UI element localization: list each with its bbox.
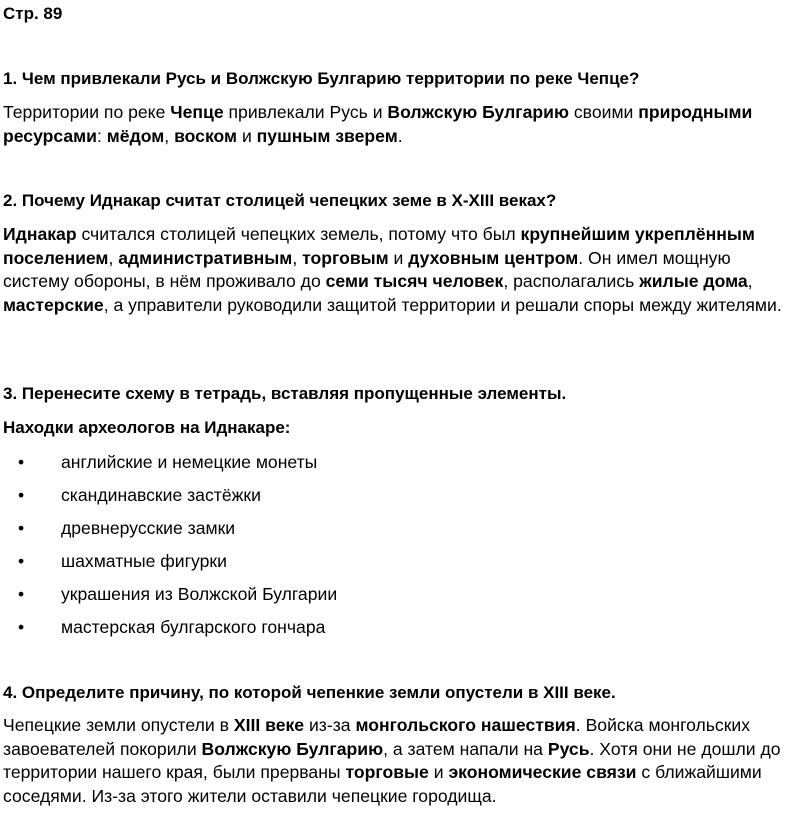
text-run: привлекали Русь и [223,102,388,122]
text-run: своими [569,102,639,122]
bold-text: крупнейшим укреплённым поселением [3,224,755,268]
bold-text: мастерские [3,294,104,315]
bullet: • [18,452,25,472]
bullet: • [18,617,25,637]
text-run: , а управители руководили защитой территории и решали споры между жителями. [103,294,782,315]
list-item-text: украшения из Волжской Булгарии [61,584,338,604]
text-run: , [164,125,175,146]
list-item [0,517,560,550]
text-run: с ближайшими соседями. Из-за этого жители оставили чепецкие городища. [3,762,762,806]
text-run: Территории по реке [3,102,171,122]
text-run: . Войска монгольских завоевателей покорили [3,715,751,759]
list-item-text: мастерская булгарского гончара [61,617,326,637]
bold-text: монгольского нашествия [355,715,576,735]
list-item-text: шахматные фигурки [61,551,227,571]
bold-text: духовным центром [408,247,579,268]
text-run: , располагались [503,271,640,291]
list-item-text: древнерусские замки [61,518,236,538]
finds-subheading: Находки археологов на Иднакаре: [3,418,291,437]
list-item [0,451,560,484]
answer-1-text [3,101,796,148]
text-run: и [428,762,449,782]
bold-text: торговые [345,762,429,782]
text-run: : [97,125,107,146]
finds-list [0,451,560,649]
text-run: , [292,247,303,268]
question-2-heading: 2. Почему Иднакар считат столицей чепецких земе в X-XIII веках? [3,191,557,210]
text-run: считался столицей чепецких земель, потому что был [76,224,521,244]
text-run: . Он имел мощную систему обороны, в нём проживало до [3,247,731,291]
text-run: и [388,247,409,268]
list-item-text: английские и немецкие монеты [61,452,318,472]
text-run: . [397,125,403,146]
question-4-heading: 4. Определите причину, по которой чепенкие земли опустели в XIII веке. [3,683,616,702]
bold-text: торговым [302,247,389,268]
list-item-text: скандинавские застёжки [61,485,261,505]
question-3-heading: 3. Перенесите схему в тетрадь, вставляя пропущенные элементы. [3,384,567,403]
bold-text: воском [174,125,238,146]
list-item [0,583,560,616]
page-label: Стр. 89 [3,4,63,23]
bold-text: XIII веке [233,715,305,735]
bold-text: Чепце [170,102,224,122]
question-1-heading: 1. Чем привлекали Русь и Волжскую Булгарию территории по реке Чепце? [3,69,640,88]
text-run: , а затем напали на [383,738,548,759]
text-run: Чепецкие земли опустели в [3,715,234,735]
text-run: . Хотя они не дошли до территории нашего края, были прерваны [3,738,781,782]
bold-text: Волжскую Булгарию [201,738,384,759]
text-run: , [108,247,119,268]
bold-text: экономические связи [448,762,637,782]
bold-text: административным [118,247,293,268]
answer-4-text [3,714,796,808]
list-item [0,550,560,583]
bold-text: семи тысяч человек [325,271,504,291]
answer-2-text [3,223,796,317]
bold-text: Волжскую Булгарию [387,102,569,122]
list-item [0,484,560,517]
list-item [0,616,560,649]
bullet: • [18,584,25,604]
bold-text: Русь [547,738,590,759]
bold-text: Иднакар [3,224,77,244]
bullet: • [18,551,25,571]
bold-text: пушным зверем [256,125,398,146]
bold-text: мёдом [106,125,165,146]
bold-text: природными ресурсами [3,102,753,146]
text-run: и [237,125,257,146]
text-run: из-за [304,715,356,735]
bold-text: жилые дома [639,271,748,291]
bullet: • [18,518,25,538]
bullet: • [18,485,25,505]
text-run: , [747,271,753,291]
